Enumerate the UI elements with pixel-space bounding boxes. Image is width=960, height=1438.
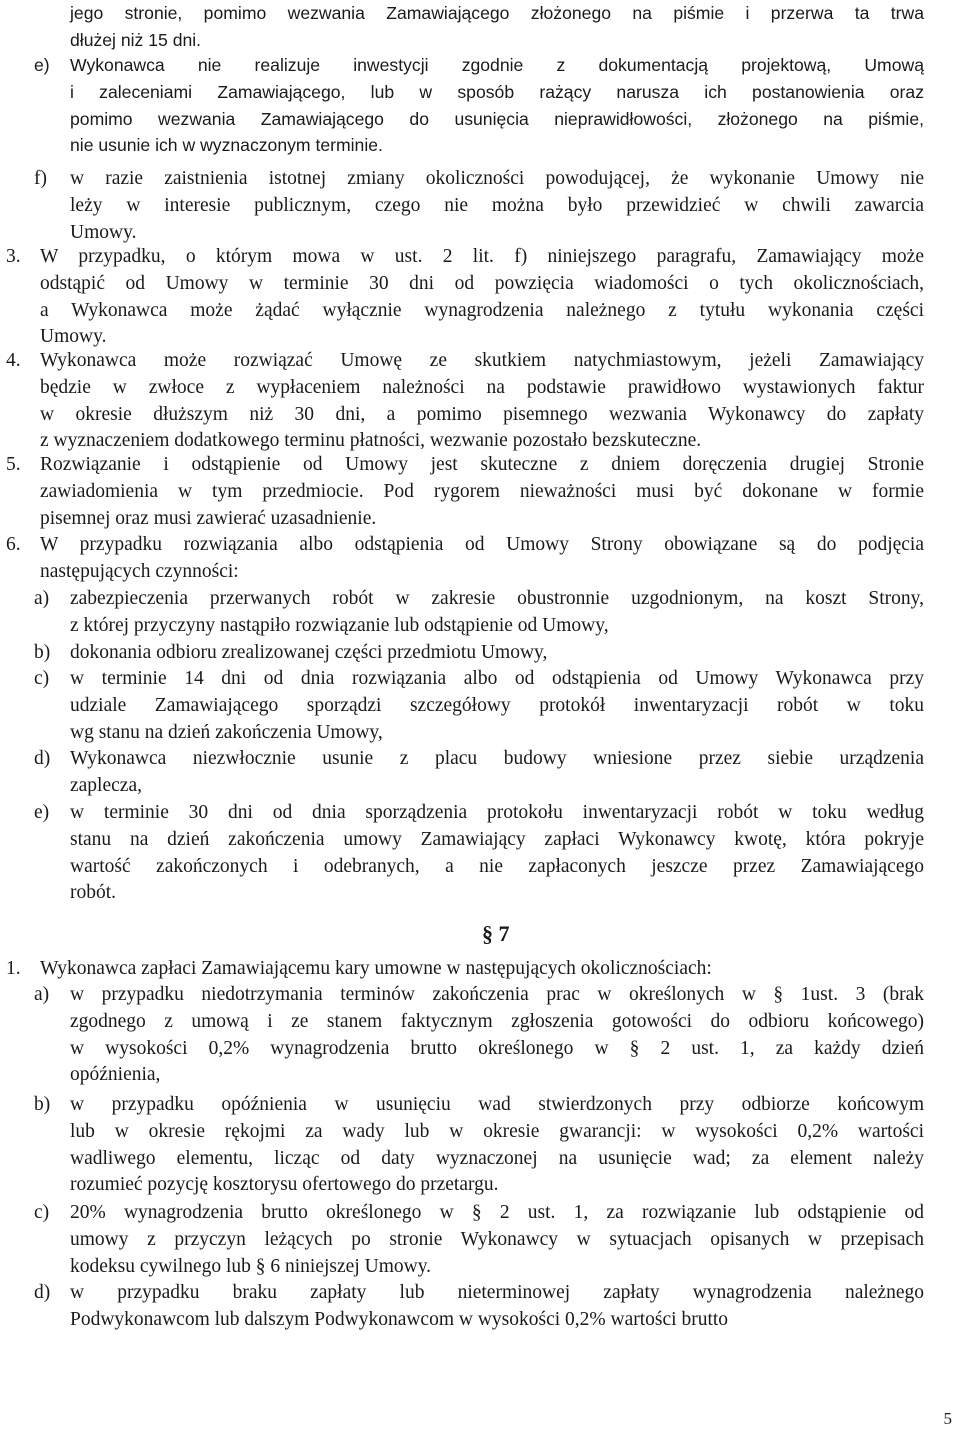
- line-text: i zaleceniami Zamawiającego, lub w sposób rażący narusza ich postanowienia oraz: [70, 82, 924, 102]
- text-line: [0, 27, 924, 53]
- item-label: 3.: [6, 246, 21, 267]
- text-line: [0, 79, 924, 105]
- text-line: [0, 428, 924, 454]
- item-label: c): [34, 1202, 50, 1223]
- line-text: jego stronie, pomimo wezwania Zamawiającego złożonego na piśmie i przerwa ta trwa: [70, 3, 924, 23]
- text-line: [0, 559, 924, 585]
- item-label: d): [34, 748, 51, 769]
- line-text: w terminie 14 dni od dnia rozwiązania albo od odstąpienia od Umowy Wykonawca przy: [70, 668, 924, 689]
- line-text: w przypadku niedotrzymania terminów zakończenia prac w określonych w § 1ust. 3 (brak: [70, 984, 924, 1005]
- line-text: nie usunie ich w wyznaczonym terminie.: [70, 135, 383, 155]
- line-text: udziale Zamawiającego sporządzi szczegółowy protokół inwentaryzacji robót w toku: [70, 695, 924, 716]
- item-label: e): [34, 802, 50, 823]
- line-text: pisemnej oraz musi zawierać uzasadnienie.: [40, 508, 377, 529]
- line-text: zabezpieczenia przerwanych robót w zakresie obustronnie uzgodnionym, na koszt Strony,: [70, 588, 924, 609]
- text-line: [0, 166, 924, 192]
- line-text: dłużej niż 15 dni.: [70, 30, 202, 50]
- text-line: [0, 193, 924, 219]
- text-line: [0, 1092, 924, 1118]
- line-text: rozumieć pozycję kosztorysu ofertowego do przetargu.: [70, 1174, 499, 1195]
- item-label: 6.: [6, 534, 21, 555]
- text-line: [0, 1146, 924, 1172]
- line-text: zawiadomienia w tym przedmiocie. Pod rygorem nieważności musi być dokonane w formie: [40, 481, 924, 502]
- line-text: zaplecza,: [70, 775, 142, 796]
- text-line: [0, 880, 924, 906]
- item-label: a): [34, 984, 50, 1005]
- line-text: w przypadku braku zapłaty lub nieterminowej zapłaty wynagrodzenia należnego: [70, 1282, 924, 1303]
- text-line: [0, 1009, 924, 1035]
- item-label: c): [34, 668, 50, 689]
- line-text: wadliwego elementu, licząc od daty wyznaczonej na usunięcie wad; za element należy: [70, 1148, 924, 1169]
- item-label: a): [34, 588, 50, 609]
- line-text: odstąpić od Umowy w terminie 30 dni od powzięcia wiadomości o tych okolicznościach,: [40, 273, 924, 294]
- line-text: opóźnienia,: [70, 1064, 161, 1085]
- line-text: z której przyczyny nastąpiło rozwiązanie lub odstąpienie od Umowy,: [70, 615, 609, 636]
- text-line: [0, 613, 924, 639]
- line-text: wartość zakończonych i odebranych, a nie zapłaconych jeszcze przez Zamawiającego: [70, 856, 924, 877]
- line-text: będzie w zwłoce z wypłaceniem należności na podstawie prawidłowo wystawionych faktur: [40, 377, 924, 398]
- text-line: [0, 1280, 924, 1306]
- text-line: [0, 0, 924, 26]
- text-line: [0, 132, 924, 158]
- text-line: [0, 693, 924, 719]
- line-text: w okresie dłuższym niż 30 dni, a pomimo pisemnego wezwania Wykonawcy do zapłaty: [40, 404, 924, 425]
- text-line: [0, 220, 924, 246]
- text-line: [0, 106, 924, 132]
- text-line: [0, 1307, 924, 1333]
- text-line: [0, 324, 924, 350]
- text-line: [0, 720, 924, 746]
- line-text: Wykonawca niezwłocznie usunie z placu budowy wniesione przez siebie urządzenia: [70, 748, 924, 769]
- text-line: [0, 746, 924, 772]
- line-text: 20% wynagrodzenia brutto określonego w § 2 ust. 1, za rozwiązanie lub odstąpienie od: [70, 1202, 924, 1223]
- text-line: [0, 52, 924, 78]
- line-text: leży w interesie publicznym, czego nie można było przewidzieć w chwili zawarcia: [70, 195, 924, 216]
- line-text: W przypadku, o którym mowa w ust. 2 lit. f) niniejszego paragrafu, Zamawiający może: [40, 246, 924, 267]
- text-line: [0, 348, 924, 374]
- line-text: W przypadku rozwiązania albo odstąpienia od Umowy Strony obowiązane są do podjęcia: [40, 534, 924, 555]
- line-text: wg stanu na dzień zakończenia Umowy,: [70, 722, 383, 743]
- text-line: [0, 1036, 924, 1062]
- line-text: Umowy.: [70, 222, 137, 243]
- text-line: [0, 244, 924, 270]
- text-line: [0, 1227, 924, 1253]
- line-text: Podwykonawcom lub dalszym Podwykonawcom w wysokości 0,2% wartości brutto: [70, 1309, 729, 1330]
- text-line: [0, 1119, 924, 1145]
- line-text: Wykonawca nie realizuje inwestycji zgodnie z dokumentacją projektową, Umową: [70, 55, 924, 75]
- line-text: w terminie 30 dni od dnia sporządzenia protokołu inwentaryzacji robót w toku według: [70, 802, 924, 823]
- line-text: następujących czynności:: [40, 561, 239, 582]
- text-line: [0, 452, 924, 478]
- line-text: dokonania odbioru zrealizowanej części przedmiotu Umowy,: [70, 642, 548, 663]
- text-line: [0, 1172, 924, 1198]
- line-text: kodeksu cywilnego lub § 6 niniejszej Umowy.: [70, 1256, 432, 1277]
- text-line: [0, 479, 924, 505]
- item-label: f): [34, 168, 47, 189]
- text-line: [0, 298, 924, 324]
- line-text: w wysokości 0,2% wynagrodzenia brutto określonego w § 2 ust. 1, za każdy dzień: [70, 1038, 924, 1059]
- section-heading: § 7: [482, 921, 510, 946]
- line-text: z wyznaczeniem dodatkowego terminu płatności, wezwanie pozostało bezskuteczne.: [40, 430, 702, 451]
- line-text: Wykonawca zapłaci Zamawiającemu kary umowne w następujących okolicznościach:: [40, 958, 712, 979]
- line-text: w przypadku opóźnienia w usunięciu wad stwierdzonych przy odbiorze końcowym: [70, 1094, 924, 1115]
- text-line: [0, 271, 924, 297]
- text-line: [0, 854, 924, 880]
- text-line: [0, 1254, 924, 1280]
- text-line: [0, 666, 924, 692]
- text-line: [0, 773, 924, 799]
- text-line: [0, 586, 924, 612]
- text-line: [0, 982, 924, 1008]
- page-number: 5: [943, 1409, 952, 1428]
- text-line: [0, 532, 924, 558]
- line-text: Umowy.: [40, 326, 107, 347]
- line-text: Rozwiązanie i odstąpienie od Umowy jest skuteczne z dniem doręczenia drugiej Stronie: [40, 454, 924, 475]
- text-line: [0, 800, 924, 826]
- text-line: [0, 956, 924, 982]
- text-line: [0, 827, 924, 853]
- text-line: [0, 506, 924, 532]
- item-label: e): [34, 55, 50, 75]
- line-text: a Wykonawca może żądać wyłącznie wynagrodzenia należnego z tytułu wykonania części: [40, 300, 924, 321]
- text-line: [0, 1062, 924, 1088]
- text-line: [0, 402, 924, 428]
- item-label: 4.: [6, 350, 21, 371]
- line-text: lub w okresie rękojmi za wady lub w okresie gwarancji: w wysokości 0,2% wartości: [70, 1121, 924, 1142]
- text-line: [0, 1200, 924, 1226]
- item-label: 1.: [6, 958, 21, 979]
- line-text: zgodnego z umową i ze stanem faktycznym zgłoszenia gotowości do odbioru końcowego): [70, 1011, 924, 1032]
- item-label: b): [34, 642, 51, 663]
- line-text: Wykonawca może rozwiązać Umowę ze skutkiem natychmiastowym, jeżeli Zamawiający: [40, 350, 924, 371]
- line-text: stanu na dzień zakończenia umowy Zamawiający zapłaci Wykonawcy kwotę, która pokryje: [70, 829, 924, 850]
- line-text: pomimo wezwania Zamawiającego do usunięcia nieprawidłowości, złożonego na piśmie,: [70, 109, 924, 129]
- line-text: w razie zaistnienia istotnej zmiany okoliczności powodującej, że wykonanie Umowy nie: [70, 168, 924, 189]
- line-text: robót.: [70, 882, 117, 903]
- item-label: b): [34, 1094, 51, 1115]
- item-label: 5.: [6, 454, 21, 475]
- item-label: d): [34, 1282, 51, 1303]
- text-line: [0, 375, 924, 401]
- text-line: [0, 640, 924, 666]
- line-text: umowy z przyczyn leżących po stronie Wykonawcy w sytuacjach opisanych w przepisach: [70, 1229, 924, 1250]
